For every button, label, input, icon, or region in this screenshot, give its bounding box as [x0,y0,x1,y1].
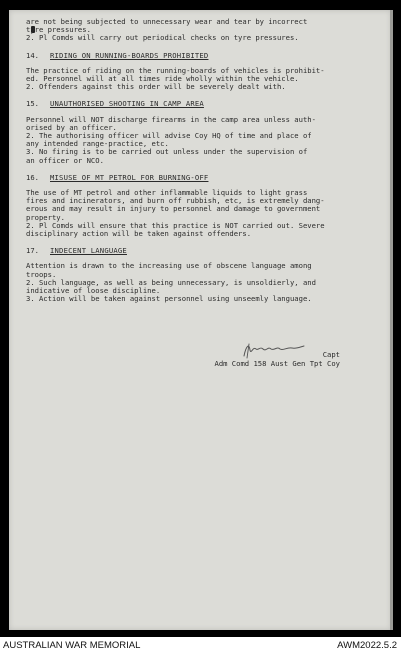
text-line: The use of MT petrol and other inflammable liquids to light grass [26,188,308,198]
text-line: 2. Pl Comds will carry out periodical checks on tyre pressures. [26,33,299,43]
section-heading [26,174,366,182]
section-heading [26,247,366,255]
text-line: 3. No firing is to be carried out unless under the supervision of [26,147,308,157]
section-number: 16. [26,172,39,182]
footer-bar [0,637,401,653]
section-title: INDECENT LANGUAGE [50,246,127,256]
text-line: erous and may result in injury to personnel and damage to government [26,204,321,214]
section-title: MISUSE OF MT PETROL FOR BURNING-OFF [50,172,209,182]
page-edge [390,10,393,630]
text-line: 2. Offenders against this order will be severely dealt with. [26,82,286,92]
text-line: The practice of riding on the running-boards of vehicles is prohibit- [26,65,325,75]
institution-label: AUSTRALIAN WAR MEMORIAL [3,640,141,651]
text-line: Attention is drawn to the increasing use of obscene language among [26,261,312,271]
text-line: an officer or NCO. [26,155,104,165]
section-title: RIDING ON RUNNING-BOARDS PROHIBITED [50,50,209,60]
accession-number: AWM2022.5.2 [337,640,397,651]
section-17 [26,247,366,303]
section-heading [26,52,366,60]
text-line: 3. Action will be taken against personnel using unseemly language. [26,294,312,304]
section-heading [26,100,366,108]
text-line: troops. [26,269,57,279]
text-line: indicative of loose discipline. [26,286,161,296]
text-line: are not being subjected to unnecessary wear and tear by incorrect [26,17,308,26]
text-line: ed. Personnel will at all times ride wholly within the vehicle. [26,74,299,84]
text-line: fires and incinerators, and burn off rubbish, etc, is extremely dang- [26,196,325,206]
text-line: orised by an officer. [26,122,117,132]
text-line: 2. The authorising officer will advise Coy HQ of time and place of [26,131,312,141]
document-body [26,18,366,303]
section-number: 15. [26,99,39,109]
section-16 [26,174,366,238]
signatory-appointment: Adm Comd 158 Aust Gen Tpt Coy [214,359,340,368]
text-line: Personnel will NOT discharge firearms in the camp area unless auth- [26,114,316,124]
signatory-rank: Capt [322,350,340,359]
text-line: any intended range-practice, etc. [26,139,169,149]
section-15 [26,100,366,164]
text-line: disciplinary action will be taken against offenders. [26,229,252,239]
signature-block [200,350,340,368]
text-line: tyre pressures. [26,25,91,35]
text-line: property. [26,212,65,222]
intro-paragraph [26,18,366,43]
section-number: 17. [26,246,39,256]
section-14 [26,52,366,92]
text-line: 2. Such language, as well as being unnecessary, is unsoldierly, and [26,277,316,287]
section-number: 14. [26,50,39,60]
section-title: UNAUTHORISED SHOOTING IN CAMP AREA [50,99,204,109]
text-line: 2. Pl Comds will ensure that this practice is NOT carried out. Severe [26,220,325,230]
